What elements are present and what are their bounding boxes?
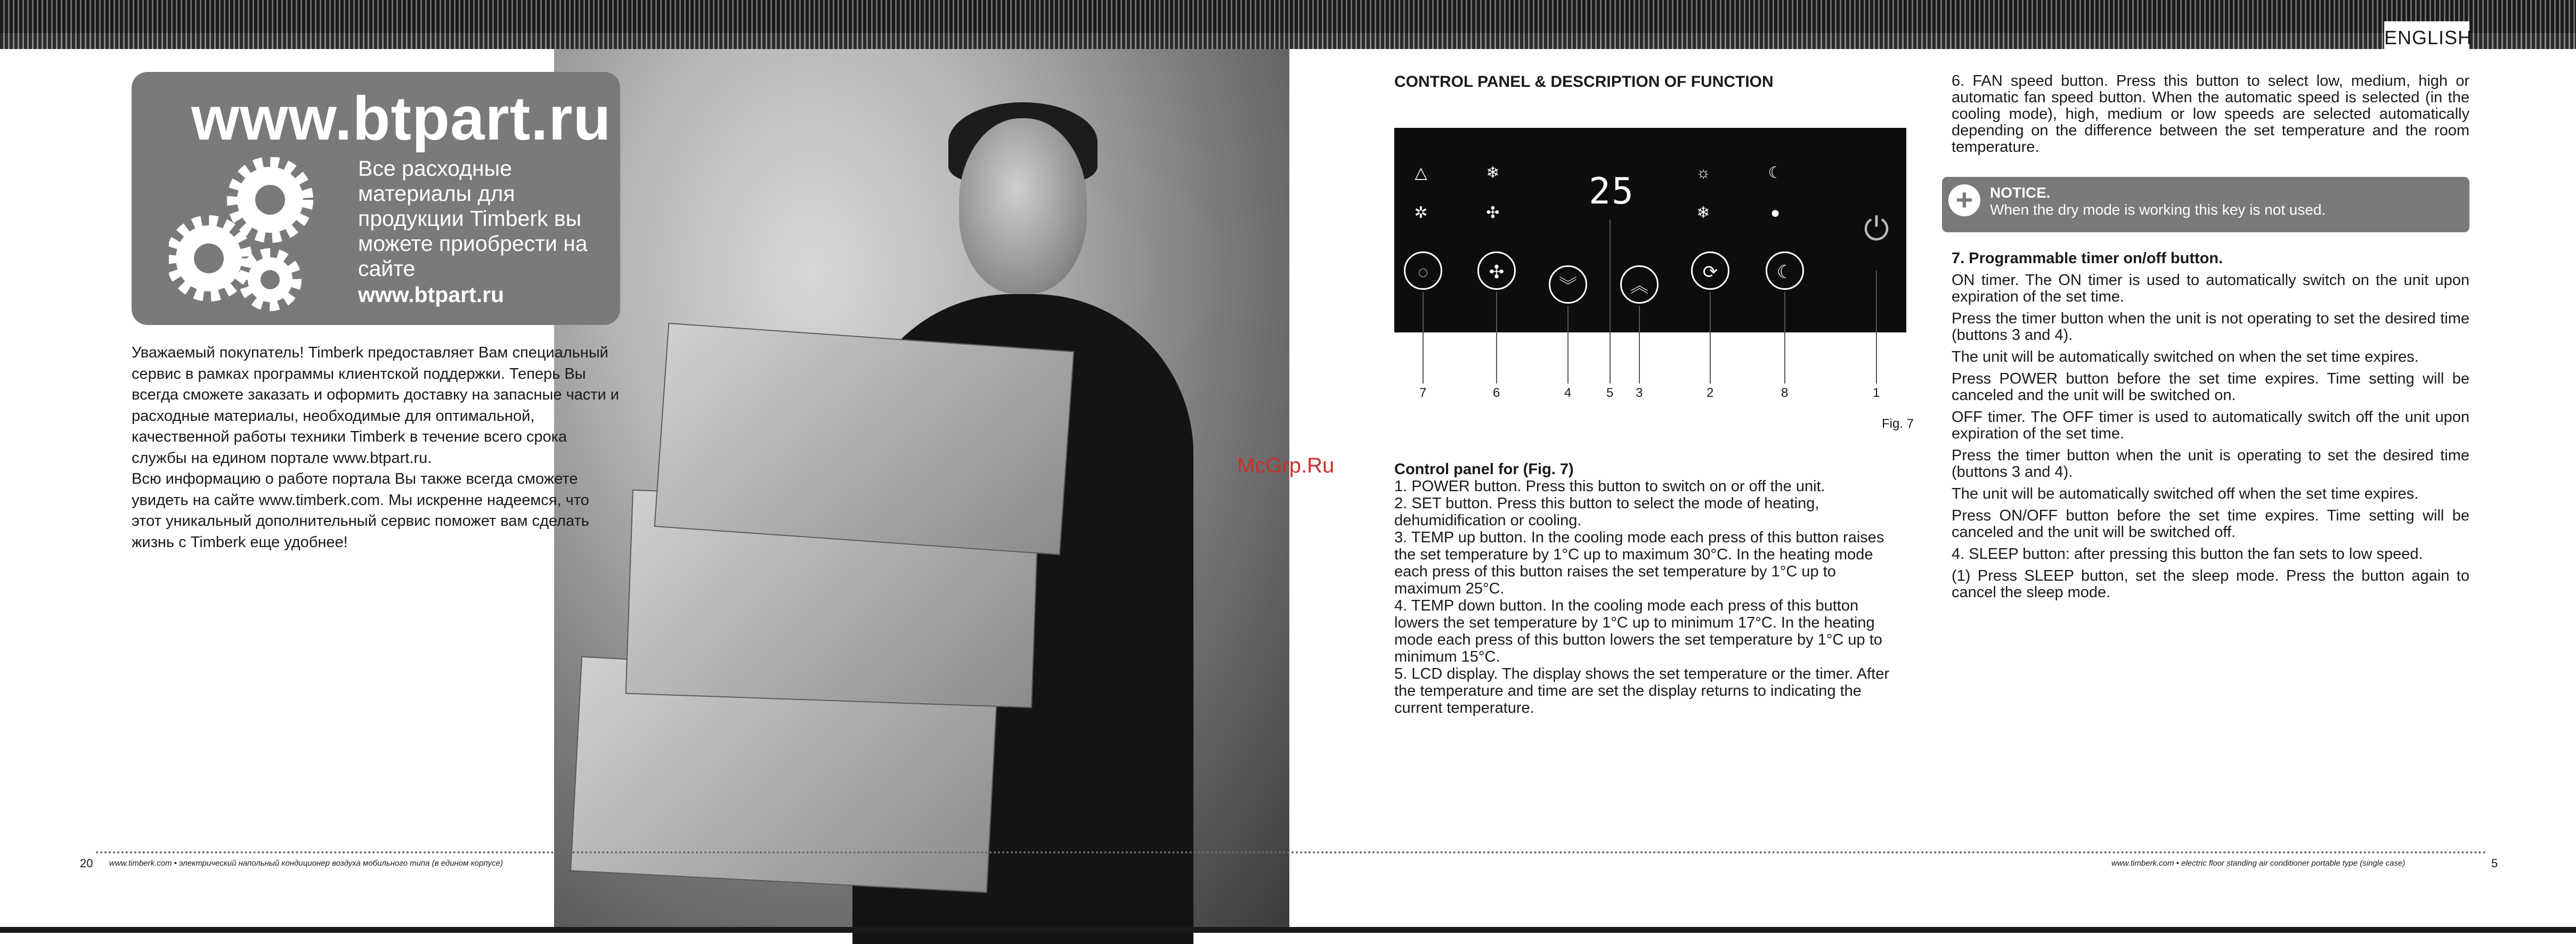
callout-number: 2 bbox=[1707, 386, 1714, 400]
figure-label: Fig. 7 bbox=[1882, 417, 1914, 431]
description-paragraph: Press the timer button when the unit is operating to set the desired time (buttons 3 and 4). bbox=[1952, 447, 2469, 481]
callout-number: 3 bbox=[1636, 386, 1643, 400]
notice-body: When the dry mode is working this key is not used. bbox=[1990, 201, 2326, 218]
description-paragraph: The unit will be automatically switched off when the set time expires. bbox=[1952, 485, 2419, 502]
lcd-display: 25 bbox=[1589, 170, 1635, 213]
description-paragraph: ON timer. The ON timer is used to automatically switch on the unit upon expiration of the set time. bbox=[1952, 272, 2469, 305]
description-paragraph: (1) Press SLEEP button, set the sleep mode. Press the button again to cancel the sleep mode. bbox=[1952, 567, 2469, 601]
description-item: 2. SET button. Press this button to select the mode of heating, dehumidification or cooling. bbox=[1394, 495, 1819, 529]
notice-box bbox=[1942, 177, 2469, 232]
description-paragraph: Press the timer button when the unit is not operating to set the desired time (buttons 3 and 4). bbox=[1952, 310, 2469, 344]
russian-service-text bbox=[132, 343, 622, 553]
triangle-icon: △ bbox=[1415, 164, 1427, 182]
section-title: CONTROL PANEL & DESCRIPTION OF FUNCTION bbox=[1394, 73, 1774, 91]
description-item: 3. TEMP up button. In the cooling mode each press of this button raises the set temperature by 1°C up to maximum 30°C. In the heating mode each press of this button raises the set temperature by 1°C up to maximum 25°C. bbox=[1394, 529, 1884, 597]
callout-number: 1 bbox=[1873, 386, 1880, 400]
timer-button: ◌ bbox=[1404, 251, 1442, 290]
description-item: 6. FAN speed button. Press this button to select low, medium, high or automatic fan speed button. When the automatic speed is selected (in the cooling mode), high, medium or low speeds are selected automatically depending on the difference between the set temperature and the room temperature. bbox=[1952, 72, 2469, 156]
ru-paragraph-1: Уважаемый покупатель! Timberk предоставляет Вам специальный сервис в рамках программы клиентской поддержки. Теперь Вы всегда сможете заказать и оформить доставку на запасные части и расходные материалы, необходимые для оптимальной, качественной работы техники Timberk в течение всего срока службы на едином портале www.btpart.ru. bbox=[132, 344, 620, 467]
footer-text-right: www.timberk.com • electric floor standing air conditioner portable type (single case) bbox=[2111, 859, 2406, 868]
ad-url-top: www.btpart.ru bbox=[191, 84, 612, 153]
temp-up-button: ︽ bbox=[1620, 265, 1659, 304]
snowflake-small-icon: ❄ bbox=[1696, 204, 1710, 222]
sleep-button: ☾ bbox=[1766, 251, 1804, 290]
page-number-left: 20 bbox=[80, 857, 93, 870]
plus-icon: + bbox=[1948, 184, 1980, 216]
btpart-ad-banner bbox=[132, 72, 620, 325]
moon-icon: ☾ bbox=[1768, 164, 1783, 182]
description-item: 1. POWER button. Press this button to switch on or off the unit. bbox=[1394, 478, 1825, 495]
ru-paragraph-2: Всю информацию о работе портала Вы также всегда сможете увидеть на сайте www.timberk.com. Мы искренне надеемся, что этот уникальный дополнительный сервис поможет вам сделать жизнь с Timberk еще удобнее! bbox=[132, 470, 589, 551]
description-paragraph: 4. SLEEP button: after pressing this button the fan sets to low speed. bbox=[1952, 546, 2423, 563]
bottom-bar bbox=[0, 927, 2576, 933]
sun-icon: ☼ bbox=[1696, 164, 1711, 182]
timer-description bbox=[1952, 250, 2469, 606]
description-item: 4. TEMP down button. In the cooling mode each press of this button lowers the set temperature by 1°C up to minimum 17°C. In the heating mode each press of this button lowers the set temperature by 1°C up to minimum 15°C. bbox=[1394, 597, 1882, 665]
temp-down-button: ︾ bbox=[1549, 265, 1587, 304]
callout-number: 4 bbox=[1564, 386, 1572, 400]
footer-divider bbox=[96, 851, 2488, 853]
drop-icon: ● bbox=[1770, 204, 1781, 222]
snowflake-icon: ❄ bbox=[1486, 164, 1500, 182]
description-paragraph: The unit will be automatically switched on when the set time expires. bbox=[1952, 348, 2419, 365]
callout-number: 5 bbox=[1606, 386, 1614, 400]
fan-blade-icon: ✣ bbox=[1486, 204, 1500, 222]
timer-heading: 7. Programmable timer on/off button. bbox=[1952, 250, 2223, 267]
header-stripe-bar bbox=[0, 0, 2576, 49]
ad-url-bottom: www.btpart.ru bbox=[358, 282, 505, 307]
photo-man-with-boxes bbox=[554, 49, 1289, 933]
footer-text-left: www.timberk.com • электрический напольный кондиционер воздуха мобильного типа (в едином корпусе) bbox=[109, 859, 503, 868]
callout-number: 8 bbox=[1781, 386, 1789, 400]
page-number-right: 5 bbox=[2491, 857, 2498, 870]
control-panel-heading: Control panel for (Fig. 7) bbox=[1394, 461, 1574, 478]
ad-text: Все расходные материалы для продукции Timberk вы можете приобрести на сайте bbox=[358, 156, 588, 281]
control-panel-description bbox=[1394, 461, 1892, 717]
power-icon: ⏻ bbox=[1864, 211, 1889, 247]
fan-speed-button: ✣ bbox=[1477, 251, 1516, 290]
description-paragraph: OFF timer. The OFF timer is used to automatically switch off the unit upon expiration of the set time. bbox=[1952, 409, 2469, 442]
watermark: McGrp.Ru bbox=[1237, 454, 1335, 477]
description-item: 5. LCD display. The display shows the set temperature or the timer. After the temperature and time are set the display returns to indicating the current temperature. bbox=[1394, 665, 1889, 717]
description-paragraph: Press ON/OFF button before the set time expires. Time setting will be canceled and the unit will be switched off. bbox=[1952, 507, 2469, 541]
leader-lines bbox=[1394, 128, 1906, 405]
callout-number: 7 bbox=[1419, 386, 1427, 400]
fan-icon: ✲ bbox=[1414, 204, 1428, 222]
callout-number: 6 bbox=[1493, 386, 1500, 400]
set-button: ⟳ bbox=[1691, 251, 1729, 290]
notice-title: NOTICE. bbox=[1990, 184, 2051, 201]
language-tab: ENGLISH bbox=[2384, 21, 2469, 53]
fan-speed-description bbox=[1952, 73, 2469, 159]
description-paragraph: Press POWER button before the set time expires. Time setting will be canceled and the unit will be switched on. bbox=[1952, 370, 2469, 404]
gears-icon bbox=[169, 157, 339, 317]
